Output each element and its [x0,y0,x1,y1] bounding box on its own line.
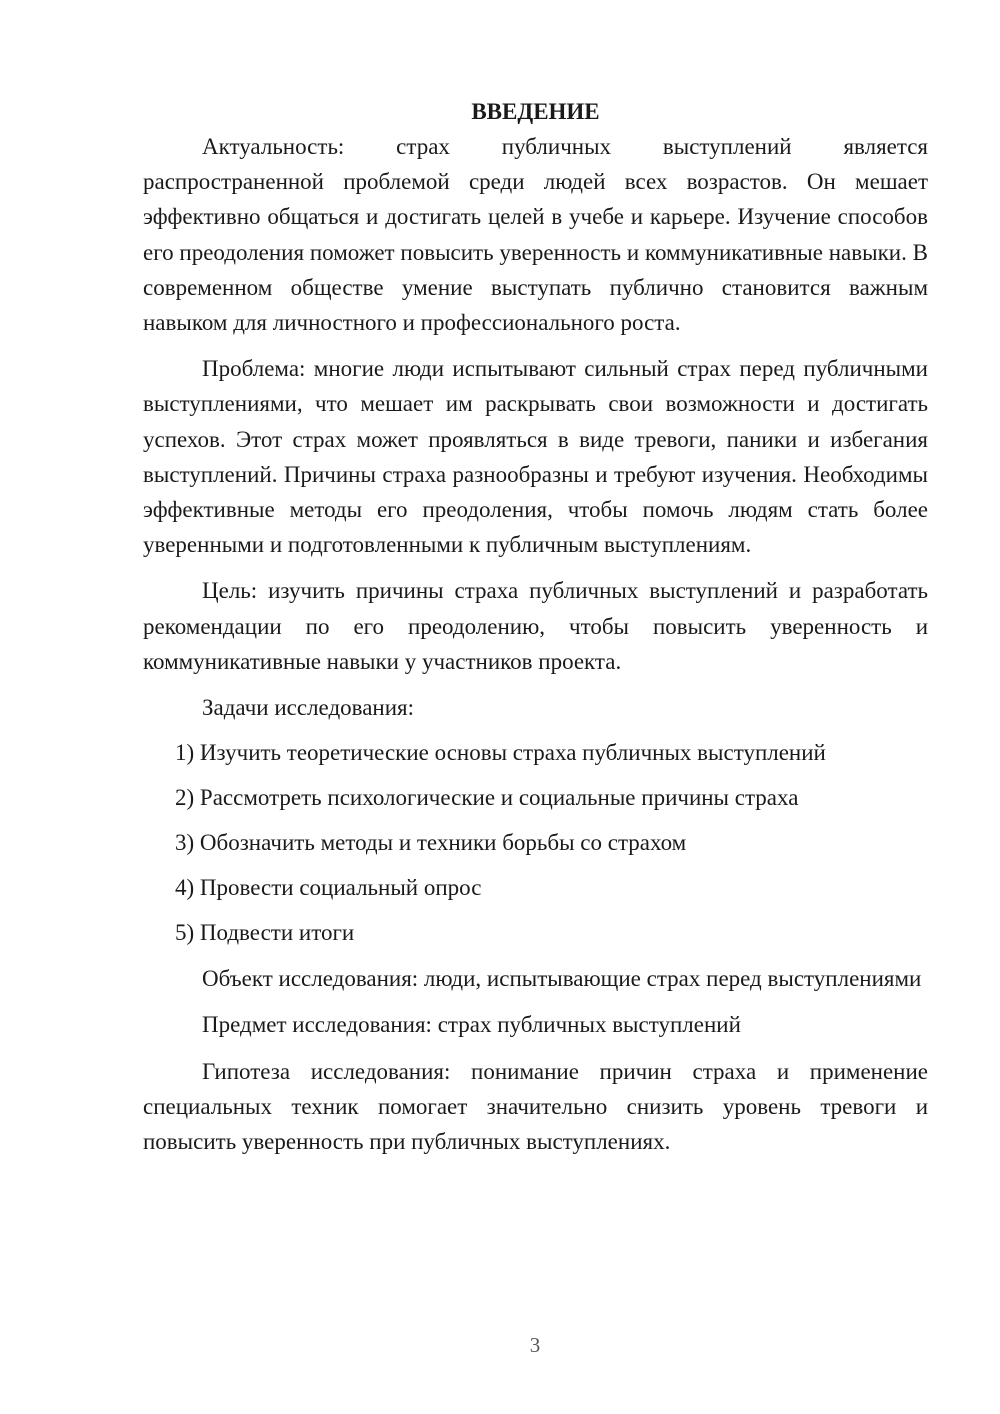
paragraph-object: Объект исследования: люди, испытывающие страх перед выступлениями [202,966,922,992]
list-item: 1) Изучить теоретические основы страха публичных выступлений [175,740,826,766]
section-title: ВВЕДЕНИЕ [471,99,600,124]
list-item: 3) Обозначить методы и техники борьбы со страхом [175,830,687,856]
page-content [143,94,928,1159]
tasks-heading: Задачи исследования: [202,695,415,721]
paragraph-relevance: Актуальность: страх публичных выступлений является распространенной проблемой среди людей всех возрастов. Он мешает эффективно общаться и достигать целей в учебе и карьере. Изучение способов его преодоления поможет повысить уверенность и коммуникативные навыки. В современном обществе умение выступать публично становится важным навыком для личностного и профессионального роста. [143,134,928,336]
paragraph-hypothesis: Гипотеза исследования: понимание причин страха и применение специальных техник помогает значительно снизить уровень тревоги и повысить уверенность при публичных выступлениях. [143,1058,928,1155]
list-item: 5) Подвести итоги [175,920,355,946]
paragraph-problem: Проблема: многие люди испытывают сильный страх перед публичными выступлениями, что мешает им раскрывать свои возможности и достигать успехов. Этот страх может проявляться в виде тревоги, паники и избегания выступлений. Причины страха разнообразны и требуют изучения. Необходимы эффективные методы его преодоления, чтобы помочь людям стать более уверенными и подготовленными к публичным выступлениям. [143,356,928,558]
paragraph-goal: Цель: изучить причины страха публичных выступлений и разработать рекомендации по его преодолению, чтобы повысить уверенность и коммуникативные навыки у участников проекта. [143,578,928,674]
paragraph-subject: Предмет исследования: страх публичных выступлений [202,1012,741,1038]
list-item: 4) Провести социальный опрос [175,875,482,901]
list-item: 2) Рассмотреть психологические и социальные причины страха [175,785,799,811]
page-number: 3 [529,1333,541,1357]
tasks-list [143,735,928,950]
